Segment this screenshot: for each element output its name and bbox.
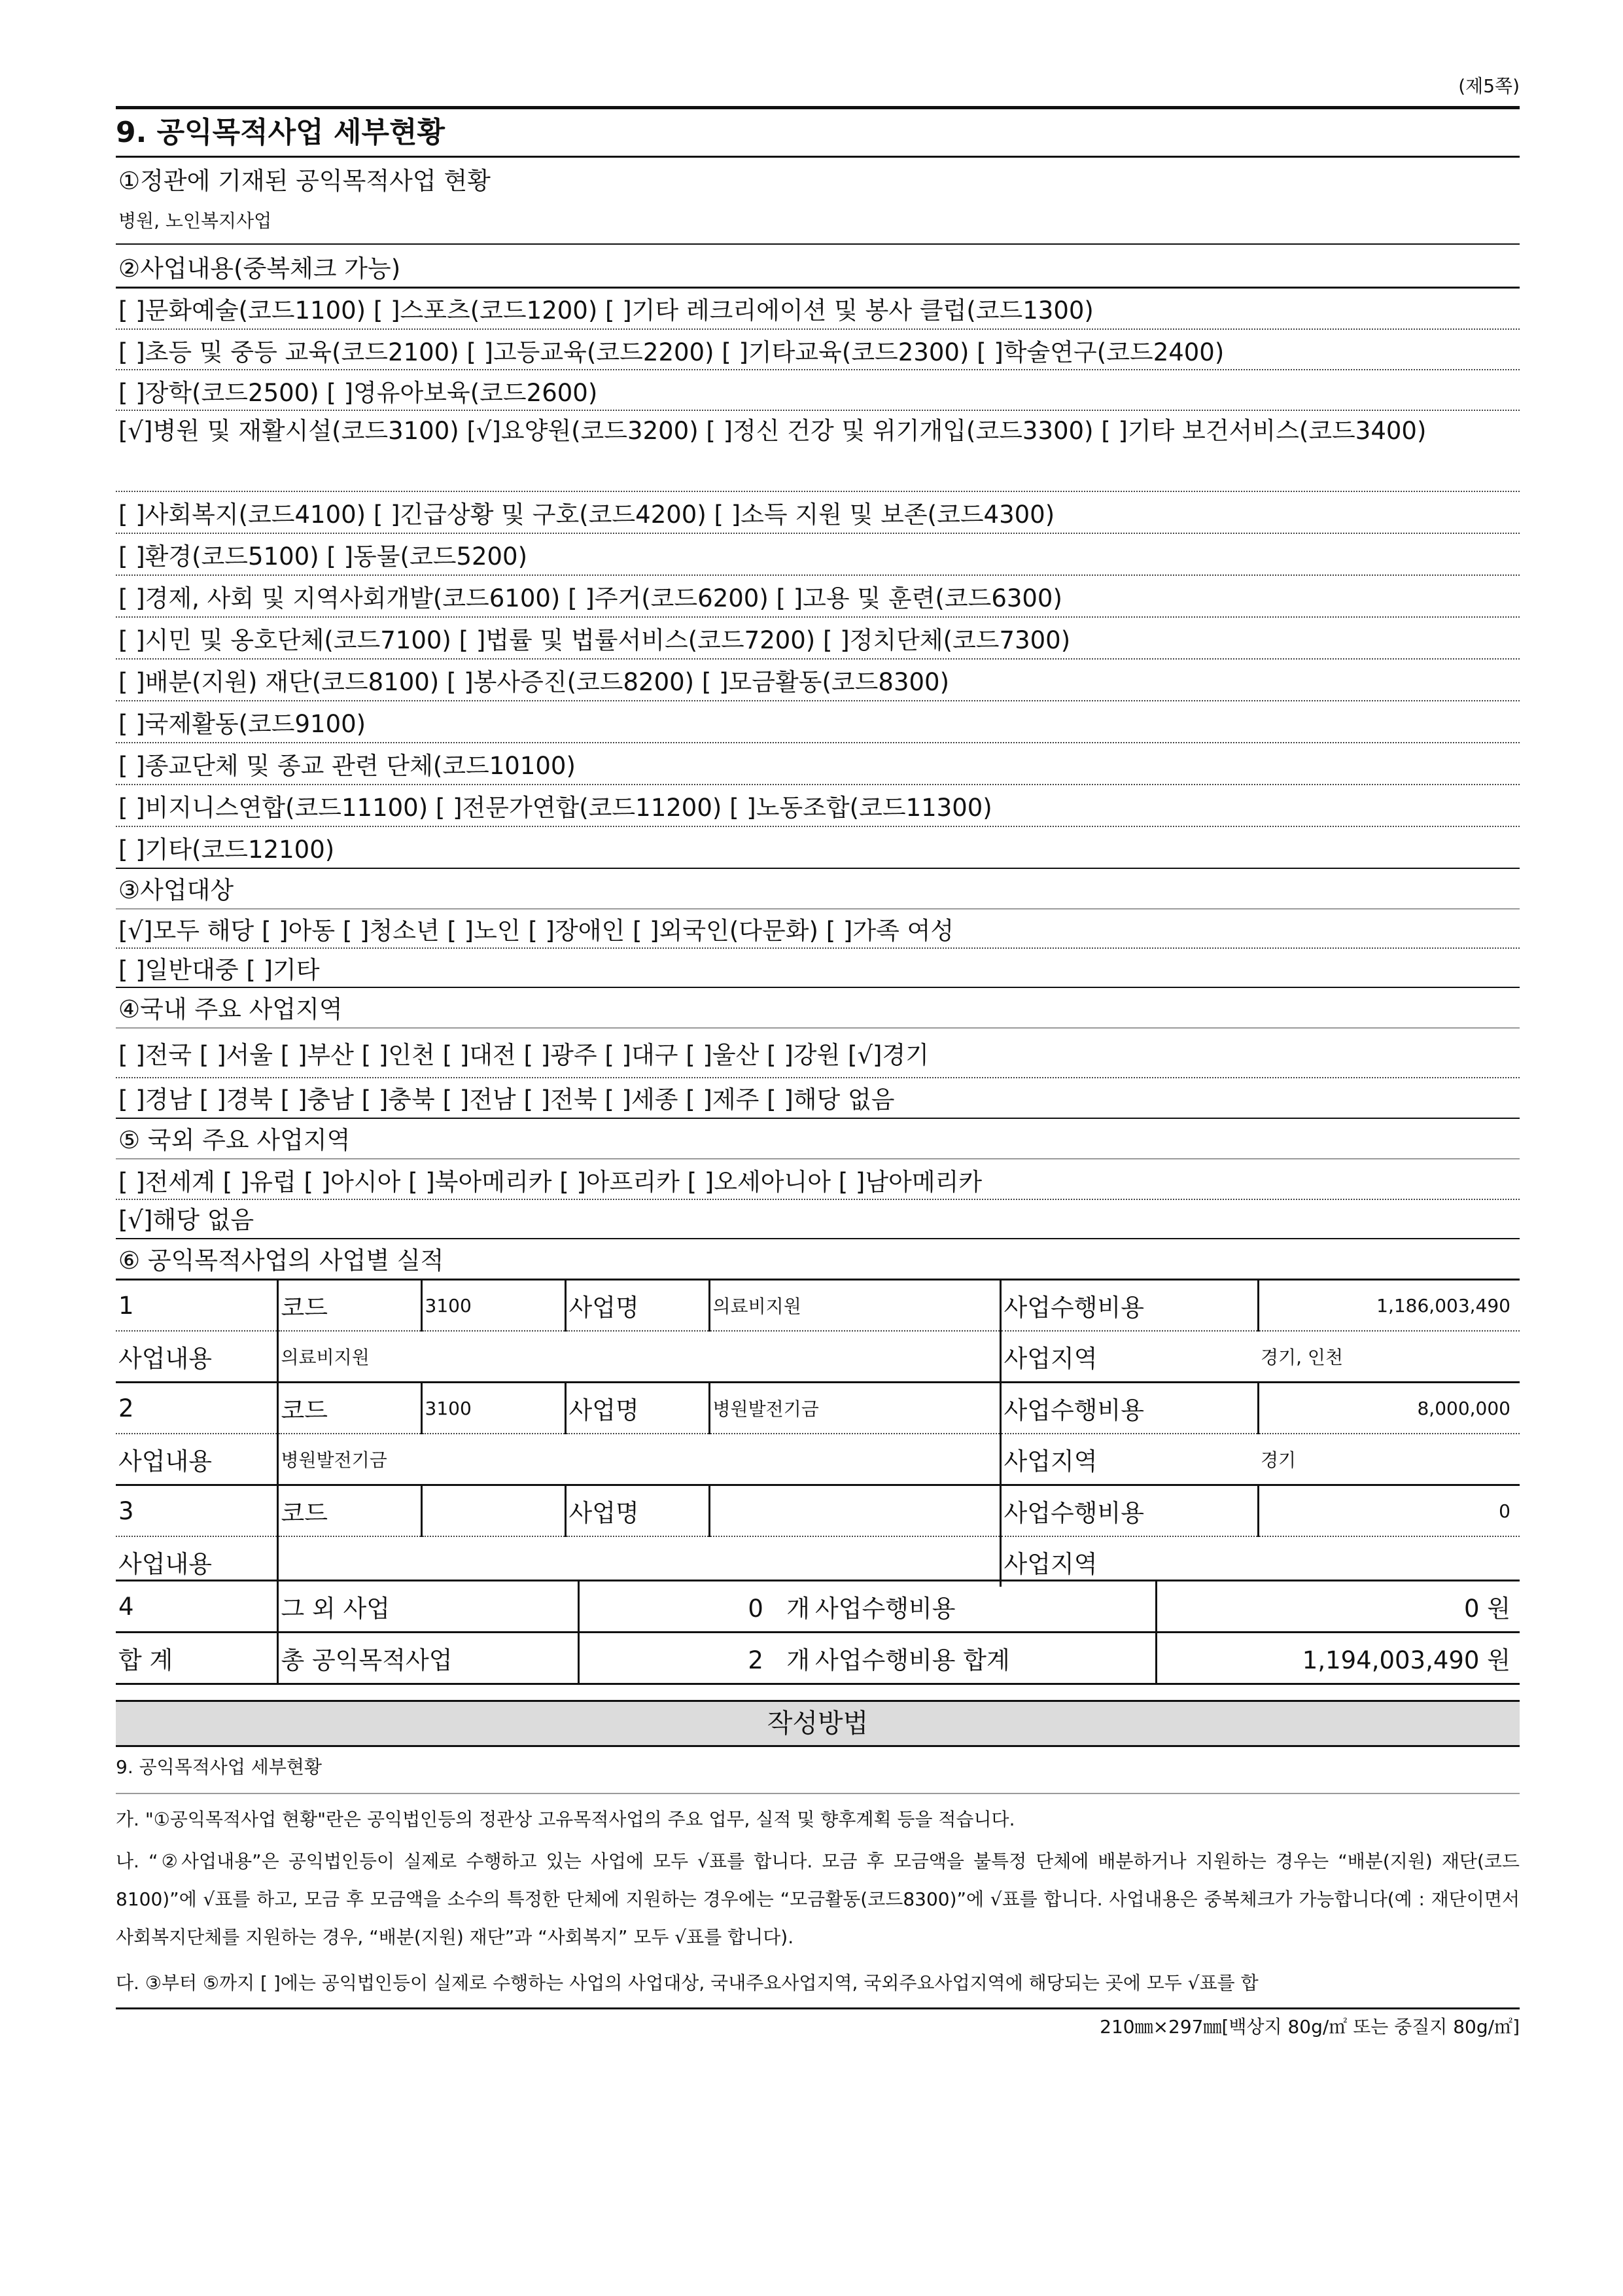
checkbox-legal-services[interactable]: [ ]법률 및 법률서비스(코드7200) xyxy=(459,626,816,654)
checkbox-grantmaking[interactable]: [ ]배분(지원) 재단(코드8100) xyxy=(118,668,440,696)
checkbox-region-sejong[interactable]: [ ]세종 xyxy=(604,1086,678,1114)
checkbox-overseas-europe[interactable]: [ ]유럽 xyxy=(222,1168,296,1196)
code-label: 코드 xyxy=(277,1280,421,1332)
section-2-heading: ②사업내용(중복체크 가능) xyxy=(118,255,401,283)
checkbox-environment[interactable]: [ ]환경(코드5100) xyxy=(118,542,319,571)
business-row-4 xyxy=(118,412,1518,450)
cost-label: 사업수행비용 xyxy=(1000,1485,1258,1537)
checkbox-volunteerism[interactable]: [ ]봉사증진(코드8200) xyxy=(447,668,695,696)
checkbox-emergency-relief[interactable]: [ ]긴급상황 및 구호(코드4200) xyxy=(373,501,707,529)
checkbox-overseas-world[interactable]: [ ]전세계 xyxy=(118,1168,215,1196)
other-cost[interactable]: 0 원 xyxy=(1156,1581,1520,1633)
checkbox-international[interactable]: [ ]국제활동(코드9100) xyxy=(118,710,366,738)
code-label: 코드 xyxy=(277,1383,421,1434)
cost-value[interactable]: 8,000,000 xyxy=(1258,1383,1520,1434)
section-1-heading: ①정관에 기재된 공익목적사업 현황 xyxy=(118,167,491,195)
content-label: 사업내용 xyxy=(116,1434,277,1485)
checkbox-other-health[interactable]: [ ]기타 보건서비스(코드3400) xyxy=(1101,417,1427,445)
business-row-1 xyxy=(118,291,1094,326)
checkbox-religion[interactable]: [ ]종교단체 및 종교 관련 단체(코드10100) xyxy=(118,752,576,780)
business-row-2 xyxy=(118,332,1224,368)
entry-number: 2 xyxy=(116,1383,277,1434)
total-count[interactable]: 2 개 xyxy=(578,1633,812,1684)
checkbox-culture[interactable]: [ ]문화예술(코드1100) xyxy=(118,296,366,325)
checkbox-target-foreigners[interactable]: [ ]외국인(다문화) xyxy=(632,917,818,945)
name-value[interactable]: 의료비지원 xyxy=(709,1280,1000,1332)
checkbox-social-welfare[interactable]: [ ]사회복지(코드4100) xyxy=(118,501,366,529)
checkbox-housing[interactable]: [ ]주거(코드6200) xyxy=(568,584,769,612)
page-number: (제5쪽) xyxy=(1458,75,1520,97)
total-label: 합 계 xyxy=(116,1633,277,1684)
checkbox-region-chungbuk[interactable]: [ ]충북 xyxy=(361,1086,435,1114)
checkbox-primary-education[interactable]: [ ]초등 및 중등 교육(코드2100) xyxy=(118,338,459,366)
table-row xyxy=(116,1383,1520,1434)
checkbox-political[interactable]: [ ]정치단체(코드7300) xyxy=(823,626,1071,654)
count-unit: 개 xyxy=(786,1646,810,1674)
cost-label: 사업수행비용 xyxy=(1000,1280,1258,1332)
method-heading: 작성방법 xyxy=(116,1700,1520,1747)
name-label: 사업명 xyxy=(565,1280,709,1332)
section-5-heading: ⑤ 국외 주요 사업지역 xyxy=(118,1126,351,1154)
checkbox-overseas-oceania[interactable]: [ ]오세아니아 xyxy=(687,1168,831,1196)
checkbox-overseas-asia[interactable]: [ ]아시아 xyxy=(304,1168,401,1196)
table-row xyxy=(116,1280,1520,1332)
table-row xyxy=(116,1581,1520,1633)
checkbox-higher-education[interactable]: [ ]고등교육(코드2200) xyxy=(466,338,714,366)
checkbox-region-jeonnam[interactable]: [ ]전남 xyxy=(442,1086,516,1114)
business-row-6 xyxy=(118,537,527,572)
section-6-heading: ⑥ 공익목적사업의 사업별 실적 xyxy=(118,1246,444,1275)
checkbox-other-education[interactable]: [ ]기타교육(코드2300) xyxy=(722,338,969,366)
checkbox-region-jeju[interactable]: [ ]제주 xyxy=(686,1086,759,1114)
section-1-content: 병원, 노인복지사업 xyxy=(118,210,272,232)
summary-table xyxy=(116,1580,1520,1685)
checkbox-target-public[interactable]: [ ]일반대중 xyxy=(118,956,239,984)
business-row-8 xyxy=(118,620,1070,656)
table-row xyxy=(116,1485,1520,1537)
code-value[interactable] xyxy=(421,1485,565,1537)
checkbox-target-all[interactable]: [√]모두 해당 xyxy=(118,917,254,945)
table-row xyxy=(116,1434,1520,1485)
cost-value[interactable]: 1,186,003,490 xyxy=(1258,1280,1520,1332)
cost-value[interactable]: 0 xyxy=(1258,1485,1520,1537)
business-row-10 xyxy=(118,704,366,739)
business-row-12 xyxy=(118,788,992,823)
checkbox-community-development[interactable]: [ ]경제, 사회 및 지역사회개발(코드6100) xyxy=(118,584,561,612)
domestic-row-1 xyxy=(118,1035,929,1070)
name-label: 사업명 xyxy=(565,1383,709,1434)
method-note-na: 나. “②사업내용”은 공익법인등이 실제로 수행하고 있는 사업에 모두 √표를 합니다. 모금 후 모금액을 불특정 단체에 배분하거나 지원하는 경우는 “배분(지원) 재단(코드8100)”에 √표를 하고, 모금 후 모금액을 소수의 특정한 단체에 지원하는 경우에는 “모금활동(코드8300)”에 √표를 합니다. 사업내용은 중복체크가 가능합니다(예 : 재단이면서 사회복지단체를 지원하는 경우, “배분(지원) 재단”과 “사회복지” 모두 √표를 합니다). xyxy=(116,1850,1520,1948)
checkbox-region-gyeongnam[interactable]: [ ]경남 xyxy=(118,1086,192,1114)
checkbox-childcare[interactable]: [ ]영유아보육(코드2600) xyxy=(326,379,598,407)
checkbox-region-seoul[interactable]: [ ]서울 xyxy=(199,1041,273,1069)
checkbox-region-gyeongbuk[interactable]: [ ]경북 xyxy=(199,1086,273,1114)
code-value[interactable]: 3100 xyxy=(421,1383,565,1434)
checkbox-business-association[interactable]: [ ]비지니스연합(코드11100) xyxy=(118,794,428,822)
checkbox-overseas-africa[interactable]: [ ]아프리카 xyxy=(559,1168,680,1196)
cost-unit: 원 xyxy=(1487,1595,1510,1623)
content-label: 사업내용 xyxy=(116,1536,277,1587)
checkbox-labor-union[interactable]: [ ]노동조합(코드11300) xyxy=(729,794,992,822)
count-unit: 개 xyxy=(786,1595,810,1623)
checkbox-region-none[interactable]: [ ]해당 없음 xyxy=(767,1086,895,1114)
checkbox-employment[interactable]: [ ]고용 및 훈련(코드6300) xyxy=(776,584,1062,612)
other-number: 4 xyxy=(116,1581,277,1633)
method-note-da: 다. ③부터 ⑤까지 [ ]에는 공익법인등이 실제로 수행하는 사업의 사업대상, 국내주요사업지역, 국외주요사업지역에 해당되는 곳에 모두 √표를 합 xyxy=(116,1972,1259,1994)
overseas-row-1 xyxy=(118,1162,982,1197)
code-label: 코드 xyxy=(277,1485,421,1537)
checkbox-target-disabled[interactable]: [ ]장애인 xyxy=(528,917,625,945)
results-table xyxy=(116,1279,1520,1587)
business-row-3 xyxy=(118,373,597,408)
checkbox-other[interactable]: [ ]기타(코드12100) xyxy=(118,836,335,864)
checkbox-research[interactable]: [ ]학술연구(코드2400) xyxy=(977,338,1225,366)
checkbox-overseas-north-america[interactable]: [ ]북아메리카 xyxy=(408,1168,552,1196)
business-row-5 xyxy=(118,495,1055,530)
checkbox-overseas-none[interactable]: [√]해당 없음 xyxy=(118,1206,254,1234)
entry-number: 3 xyxy=(116,1485,277,1537)
checkbox-target-family-women[interactable]: [ ]가족 여성 xyxy=(826,917,954,945)
page-title: 9. 공익목적사업 세부현황 xyxy=(116,116,445,149)
checkbox-target-youth[interactable]: [ ]청소년 xyxy=(342,917,440,945)
name-value[interactable]: 병원발전기금 xyxy=(709,1383,1000,1434)
checkbox-target-other[interactable]: [ ]기타 xyxy=(246,956,320,984)
business-row-7 xyxy=(118,578,1062,614)
total-projects-label: 총 공익목적사업 xyxy=(277,1633,578,1684)
checkbox-hospital[interactable]: [√]병원 및 재활시설(코드3100) xyxy=(118,417,459,445)
checkbox-region-ulsan[interactable]: [ ]울산 xyxy=(686,1041,759,1069)
checkbox-region-busan[interactable]: [ ]부산 xyxy=(280,1041,354,1069)
business-row-13 xyxy=(118,830,334,865)
target-row-2 xyxy=(118,950,320,985)
content-label: 사업내용 xyxy=(116,1331,277,1383)
checkbox-region-jeonbuk[interactable]: [ ]전북 xyxy=(523,1086,597,1114)
entry-number: 1 xyxy=(116,1280,277,1332)
checkbox-nursing-home[interactable]: [√]요양원(코드3200) xyxy=(466,417,699,445)
region-label: 사업지역 xyxy=(1000,1331,1258,1383)
checkbox-sports[interactable]: [ ]스포츠(코드1200) xyxy=(373,296,598,325)
other-label: 그 외 사업 xyxy=(277,1581,578,1633)
overseas-row-2 xyxy=(118,1200,254,1235)
total-cost[interactable]: 1,194,003,490 원 xyxy=(1156,1633,1520,1684)
business-row-11 xyxy=(118,746,576,781)
table-row xyxy=(116,1331,1520,1383)
method-section: 9. 공익목적사업 세부현황 xyxy=(116,1756,322,1778)
checkbox-fundraising[interactable]: [ ]모금활동(코드8300) xyxy=(701,668,950,696)
checkbox-region-gangwon[interactable]: [ ]강원 xyxy=(767,1041,841,1069)
checkbox-overseas-south-america[interactable]: [ ]남아메리카 xyxy=(838,1168,983,1196)
code-value[interactable]: 3100 xyxy=(421,1280,565,1332)
region-label: 사업지역 xyxy=(1000,1434,1258,1485)
checkbox-region-nationwide[interactable]: [ ]전국 xyxy=(118,1041,192,1069)
paper-spec: 210㎜×297㎜[백상지 80g/㎡ 또는 중질지 80g/㎡] xyxy=(1100,2016,1520,2038)
region-value[interactable]: 경기 xyxy=(1258,1434,1520,1485)
name-value[interactable] xyxy=(709,1485,1000,1537)
section-3-heading: ③사업대상 xyxy=(118,876,234,904)
domestic-row-2 xyxy=(118,1080,895,1115)
checkbox-animals[interactable]: [ ]동물(코드5200) xyxy=(326,542,528,571)
checkbox-mental-health[interactable]: [ ]정신 건강 및 위기개입(코드3300) xyxy=(706,417,1094,445)
checkbox-civic-advocacy[interactable]: [ ]시민 및 옹호단체(코드7100) xyxy=(118,626,451,654)
checkbox-region-incheon[interactable]: [ ]인천 xyxy=(361,1041,435,1069)
checkbox-recreation[interactable]: [ ]기타 레크리에이션 및 봉사 클럽(코드1300) xyxy=(605,296,1094,325)
checkbox-professional-association[interactable]: [ ]전문가연합(코드11200) xyxy=(435,794,722,822)
checkbox-target-elderly[interactable]: [ ]노인 xyxy=(447,917,521,945)
content-value[interactable]: 의료비지원 xyxy=(277,1331,1000,1383)
table-row xyxy=(116,1633,1520,1684)
region-label: 사업지역 xyxy=(1000,1536,1258,1587)
other-count[interactable]: 0 개 xyxy=(578,1581,812,1633)
section-4-heading: ④국내 주요 사업지역 xyxy=(118,995,343,1023)
name-label: 사업명 xyxy=(565,1485,709,1537)
region-value[interactable]: 경기, 인천 xyxy=(1258,1331,1520,1383)
checkbox-region-daegu[interactable]: [ ]대구 xyxy=(604,1041,678,1069)
other-cost-label: 사업수행비용 xyxy=(812,1581,1156,1633)
checkbox-region-daejeon[interactable]: [ ]대전 xyxy=(442,1041,516,1069)
cost-unit: 원 xyxy=(1487,1646,1510,1674)
business-row-9 xyxy=(118,662,949,698)
checkbox-region-chungnam[interactable]: [ ]충남 xyxy=(280,1086,354,1114)
target-row-1 xyxy=(118,911,954,946)
checkbox-target-children[interactable]: [ ]아동 xyxy=(261,917,336,945)
checkbox-scholarship[interactable]: [ ]장학(코드2500) xyxy=(118,379,319,407)
content-value[interactable]: 병원발전기금 xyxy=(277,1434,1000,1485)
method-note-ga: 가. "①공익목적사업 현황"란은 공익법인등의 정관상 고유목적사업의 주요 업무, 실적 및 향후계획 등을 적습니다. xyxy=(116,1809,1015,1830)
checkbox-income-support[interactable]: [ ]소득 지원 및 보존(코드4300) xyxy=(714,501,1055,529)
checkbox-region-gwangju[interactable]: [ ]광주 xyxy=(523,1041,597,1069)
cost-label: 사업수행비용 xyxy=(1000,1383,1258,1434)
total-cost-label: 사업수행비용 합계 xyxy=(812,1633,1156,1684)
checkbox-region-gyeonggi[interactable]: [√]경기 xyxy=(848,1041,929,1069)
